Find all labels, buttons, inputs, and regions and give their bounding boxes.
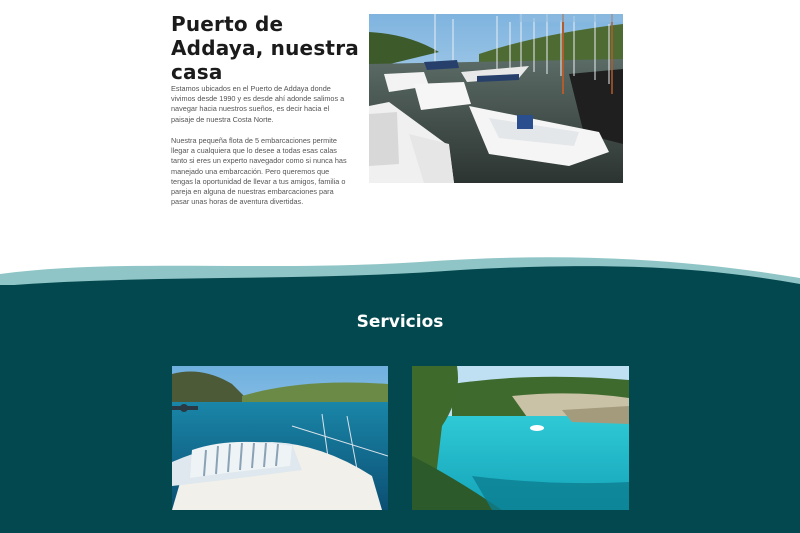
about-section <box>0 0 800 260</box>
harbor-boats-photo <box>369 14 623 183</box>
about-title: Puerto de Addaya, nuestra casa <box>171 12 359 84</box>
about-paragraph-1: Estamos ubicados en el Puerto de Addaya donde vivimos desde 1990 y es desde ahí adonde salimos a navegar hacia nuestros sueños, es decir hacia el paisaje de nuestra Costa Norte. <box>171 84 345 124</box>
service-card-cove-photo[interactable] <box>412 366 629 510</box>
about-paragraph-2: Nuestra pequeña flota de 5 embarcaciones permite llegar a cualquiera que lo desee a todas esas calas tanto si eres un experto navegador como si nunca has manejado una embarcación. Pero queremos que tengas la oportunidad de llevar a tus amigos, familia o pareja en alguna de nuestras embarcaciones para pasar unas horas de aventura divertidas. <box>171 136 347 207</box>
service-card-boat-photo[interactable] <box>172 366 388 510</box>
services-title: Servicios <box>356 312 444 332</box>
